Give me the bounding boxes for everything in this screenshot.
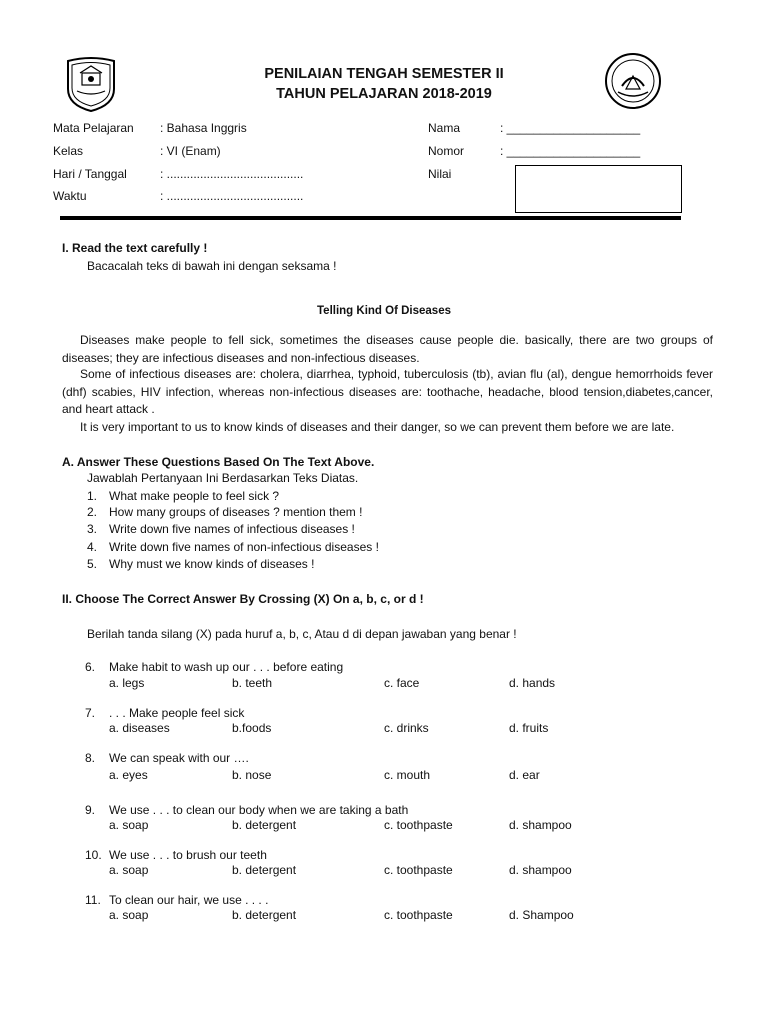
title-line-1: PENILAIAN TENGAH SEMESTER II	[264, 66, 504, 82]
mc-question	[85, 893, 268, 907]
section-1-instruction: Bacacalah teks di bawah ini dengan seksama !	[87, 259, 337, 273]
section-a-heading: A. Answer These Questions Based On The Text Above.	[62, 455, 375, 469]
option-b[interactable]: b.foods	[232, 721, 272, 735]
question-text: Write down five names of infectious diseases !	[109, 522, 355, 536]
header-divider	[60, 216, 681, 220]
question-number: 4.	[87, 540, 98, 554]
question-text: . . . Make people feel sick	[109, 706, 245, 720]
hari-tanggal-label: Hari / Tanggal	[53, 167, 127, 181]
mata-pelajaran-label: Mata Pelajaran	[53, 121, 134, 135]
option-b[interactable]: b. detergent	[232, 818, 297, 832]
mc-question	[85, 660, 343, 674]
section-2-instruction: Berilah tanda silang (X) pada huruf a, b, c, Atau d di depan jawaban yang benar !	[87, 627, 517, 641]
question-number: 10.	[85, 848, 102, 862]
question-text: We use . . . to clean our body when we are taking a bath	[109, 803, 409, 817]
question-text: We can speak with our ….	[109, 751, 249, 765]
essay-question	[87, 540, 379, 554]
hari-tanggal-field[interactable]: : .........................................	[160, 167, 304, 181]
option-c[interactable]: c. toothpaste	[384, 818, 453, 832]
mc-question	[85, 848, 267, 862]
section-1-heading: I. Read the text carefully !	[62, 241, 208, 255]
option-a[interactable]: a. diseases	[109, 721, 170, 735]
question-text: Why must we know kinds of diseases !	[109, 557, 315, 571]
nomor-field[interactable]: : ____________________	[500, 144, 641, 158]
text-title: Telling Kind Of Diseases	[317, 305, 451, 317]
option-b[interactable]: b. detergent	[232, 908, 297, 922]
paragraph-2: Some of infectious diseases are: cholera, diarrhea, typhoid, tuberculosis (tb), avian flu (al), dengue hemorrhoids fever (dhf) scabies, HIV infection, whereas non-infectious diseases are: toothache, headache, blood tension,diabetes,cancer, and heart attack .	[62, 367, 713, 416]
nilai-label: Nilai	[428, 167, 452, 181]
kelas-value: : VI (Enam)	[160, 144, 221, 158]
question-number: 5.	[87, 557, 98, 571]
question-text: We use . . . to brush our teeth	[109, 848, 267, 862]
question-number: 7.	[85, 706, 96, 720]
essay-question	[87, 489, 279, 503]
question-number: 11.	[85, 893, 101, 907]
option-b[interactable]: b. detergent	[232, 863, 297, 877]
option-a[interactable]: a. eyes	[109, 768, 148, 782]
option-c[interactable]: c. face	[384, 676, 420, 690]
option-c[interactable]: c. drinks	[384, 721, 429, 735]
option-d[interactable]: d. hands	[509, 676, 556, 690]
regency-emblem-icon	[62, 55, 120, 113]
question-text: What make people to feel sick ?	[109, 489, 280, 503]
option-a[interactable]: a. soap	[109, 863, 149, 877]
essay-question	[87, 505, 362, 519]
question-text: To clean our hair, we use . . . .	[109, 893, 269, 907]
option-d[interactable]: d. ear	[509, 768, 540, 782]
essay-question	[87, 557, 314, 571]
nama-label: Nama	[428, 121, 461, 135]
section-2-heading: II. Choose The Correct Answer By Crossing (X) On a, b, c, or d !	[62, 592, 424, 606]
nilai-box[interactable]	[515, 165, 682, 213]
question-text: Make habit to wash up our . . . before eating	[109, 660, 344, 674]
question-number: 6.	[85, 660, 96, 674]
option-c[interactable]: c. mouth	[384, 768, 431, 782]
mata-pelajaran-value: : Bahasa Inggris	[160, 121, 247, 135]
option-b[interactable]: b. teeth	[232, 676, 273, 690]
nama-field[interactable]: : ____________________	[500, 121, 641, 135]
section-a-instruction: Jawablah Pertanyaan Ini Berdasarkan Teks Diatas.	[87, 471, 359, 485]
title-line-2: TAHUN PELAJARAN 2018-2019	[276, 86, 492, 102]
nomor-label: Nomor	[428, 144, 465, 158]
waktu-label: Waktu	[53, 189, 87, 203]
mc-question	[85, 706, 244, 720]
option-a[interactable]: a. soap	[109, 818, 149, 832]
question-number: 1.	[87, 489, 98, 503]
option-b[interactable]: b. nose	[232, 768, 272, 782]
question-number: 8.	[85, 751, 96, 765]
paragraph-3: It is very important to us to know kinds of diseases and their danger, so we can prevent them before we are late.	[80, 420, 675, 434]
mc-question	[85, 803, 408, 817]
option-a[interactable]: a. legs	[109, 676, 145, 690]
question-number: 9.	[85, 803, 96, 817]
question-text: Write down five names of non-infectious diseases !	[109, 540, 379, 554]
essay-question	[87, 522, 355, 536]
option-d[interactable]: d. fruits	[509, 721, 549, 735]
question-number: 3.	[87, 522, 98, 536]
option-d[interactable]: d. shampoo	[509, 818, 572, 832]
waktu-field[interactable]: : .........................................	[160, 189, 304, 203]
question-number: 2.	[87, 505, 98, 519]
option-c[interactable]: c. toothpaste	[384, 908, 453, 922]
question-text: How many groups of diseases ? mention them !	[109, 505, 363, 519]
kelas-label: Kelas	[53, 144, 84, 158]
option-d[interactable]: d. Shampoo	[509, 908, 574, 922]
option-d[interactable]: d. shampoo	[509, 863, 572, 877]
paragraph-1: Diseases make people to fell sick, sometimes the diseases cause people die. basically, there are two groups of diseases; they are infectious diseases and non-infectious diseases.	[62, 333, 713, 365]
option-c[interactable]: c. toothpaste	[384, 863, 453, 877]
option-a[interactable]: a. soap	[109, 908, 149, 922]
mc-question	[85, 751, 249, 765]
